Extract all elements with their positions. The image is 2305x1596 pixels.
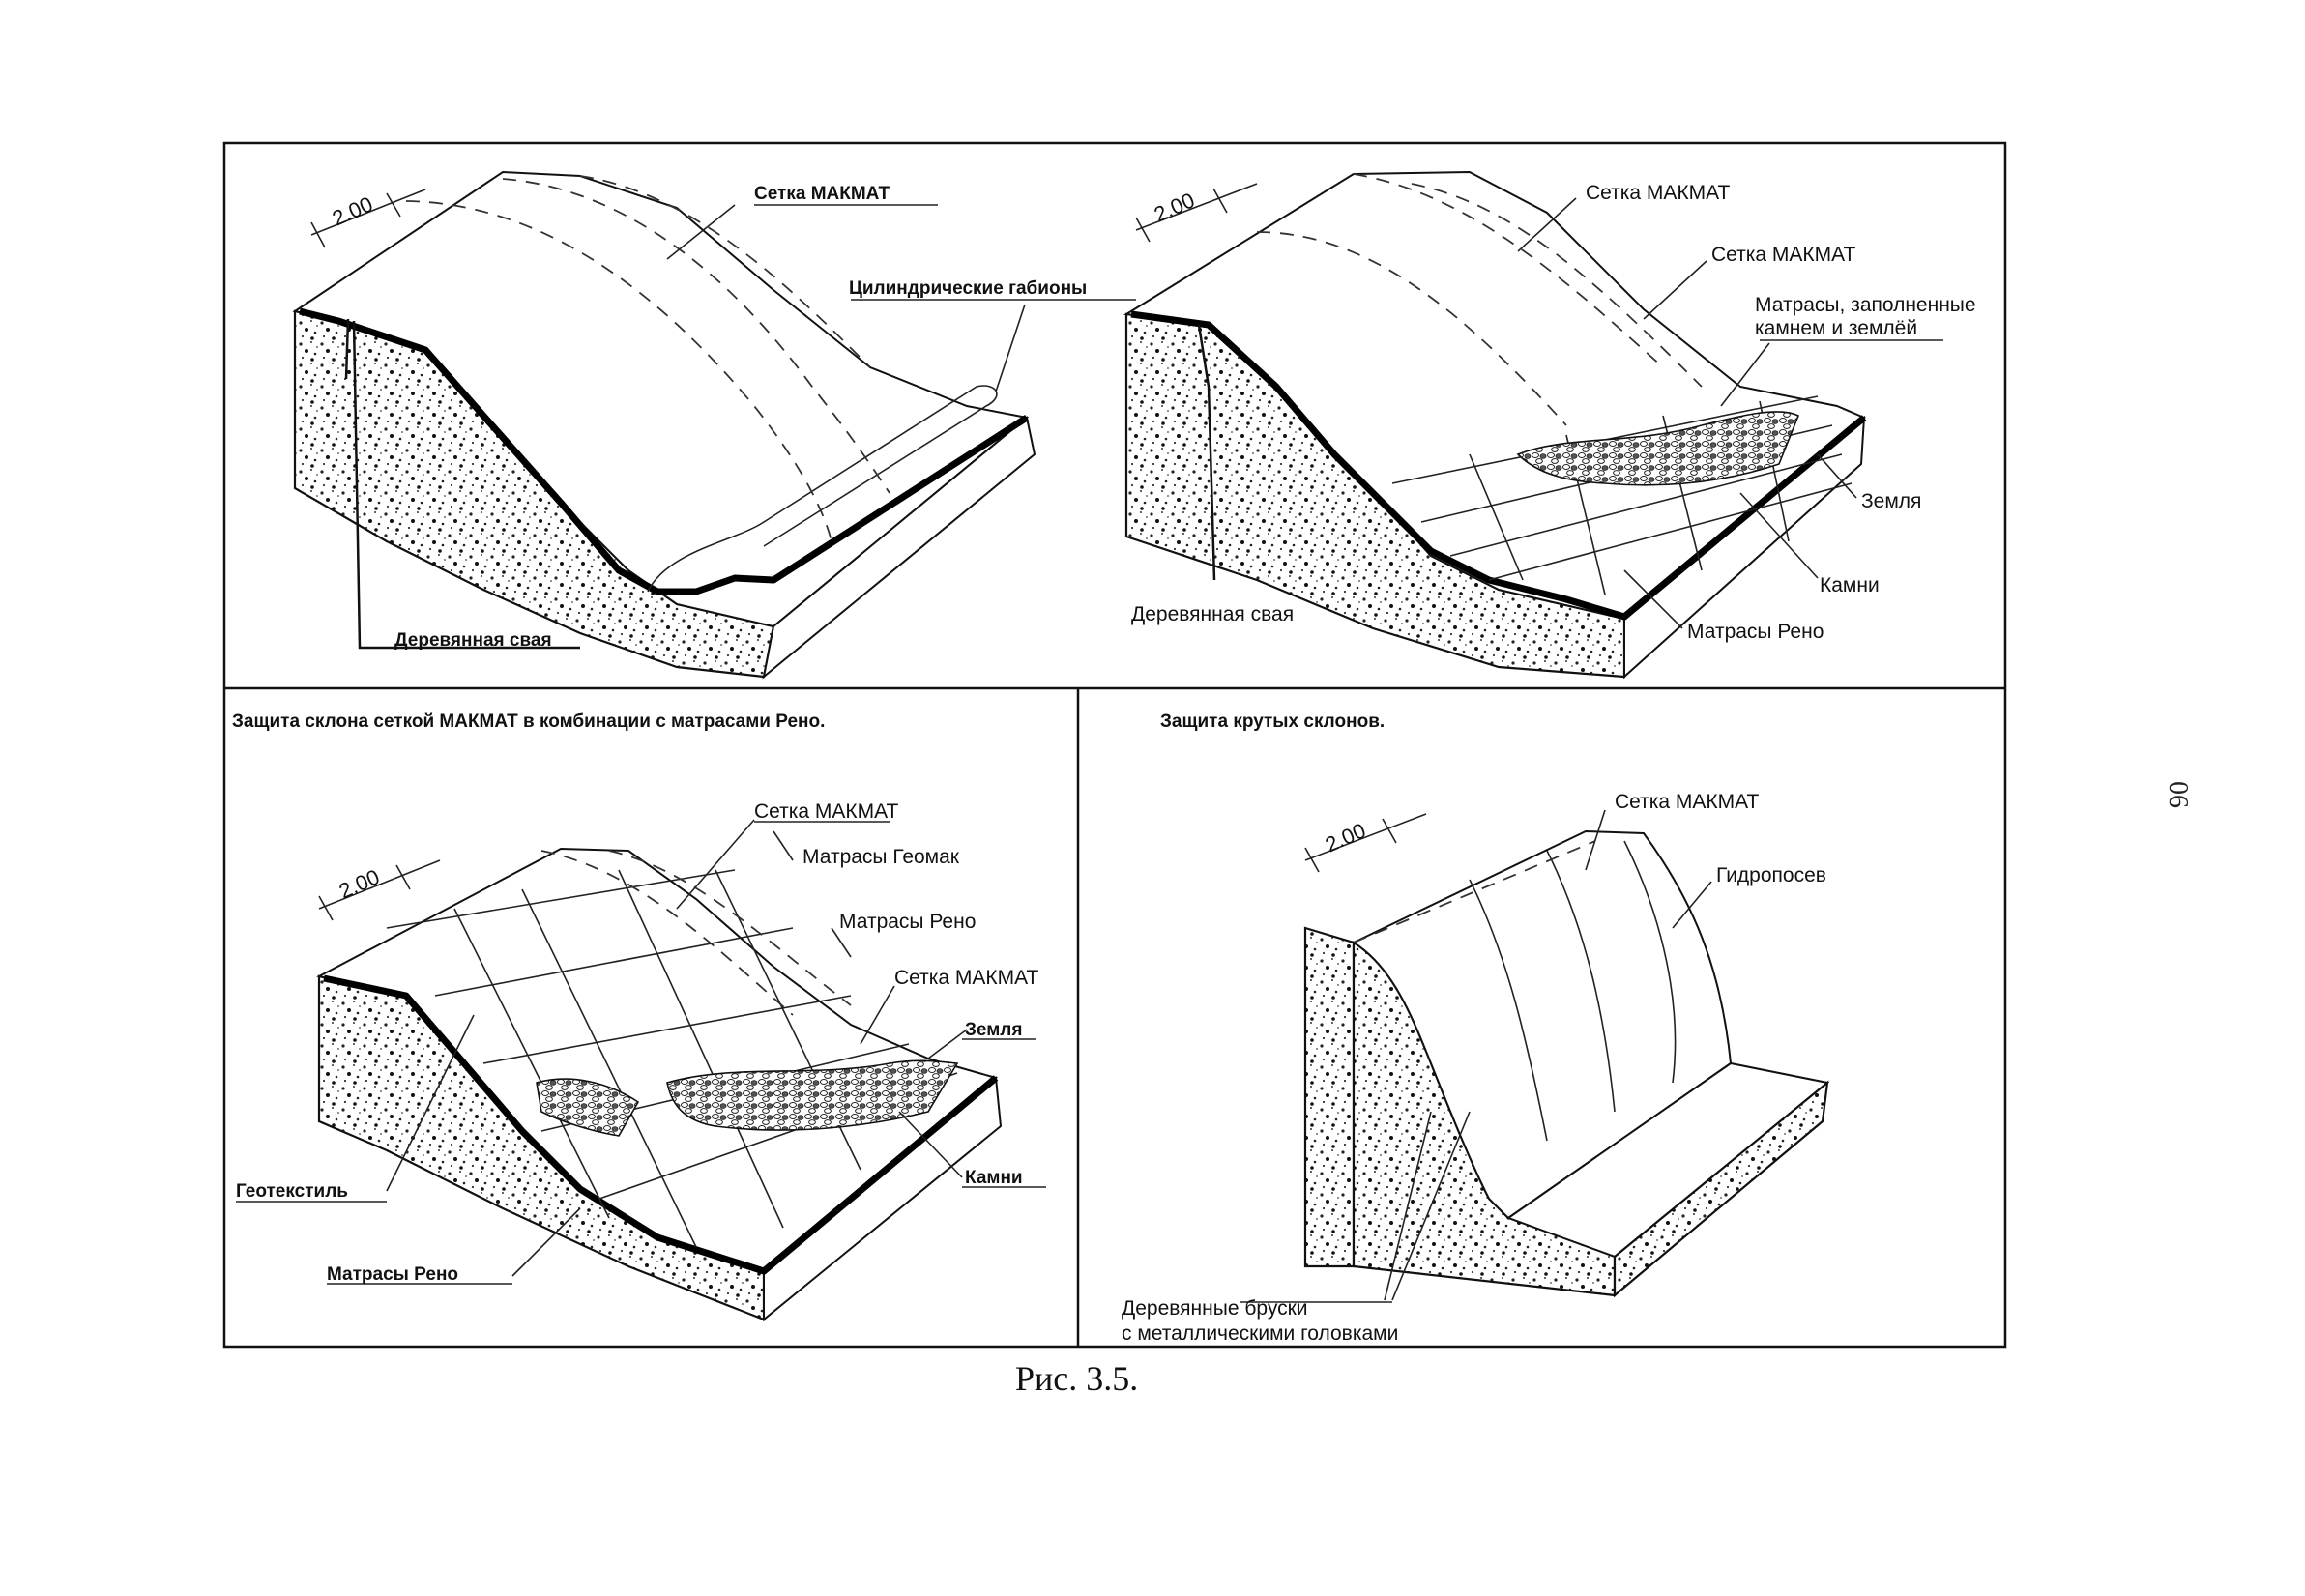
label-hydroseed: Гидропосев — [1716, 864, 1826, 886]
panel-top-left — [295, 172, 1136, 677]
label-bars-line2: с металлическими головками — [1122, 1322, 1399, 1345]
panel-title: Защита склона сеткой МАКМАТ в комбинации с матрасами Рено. — [232, 711, 826, 732]
label-geotextile: Геотекстиль — [236, 1181, 348, 1202]
leader-gabions — [996, 305, 1025, 392]
label-reno: Матрасы Рено — [1687, 621, 1824, 643]
dimension-label: 2.00 — [1150, 188, 1199, 227]
label-reno2: Матрасы Рено — [327, 1264, 459, 1285]
label-earth: Земля — [965, 1020, 1023, 1040]
soil-block — [1305, 928, 1354, 1266]
panel-bottom-right — [1122, 711, 1827, 1345]
label-stones: Камни — [1820, 574, 1880, 596]
label-mesh1: Сетка МАКМАТ — [1586, 182, 1731, 204]
label-pile: Деревянная свая — [394, 630, 552, 651]
label-bars-line1: Деревянные бруски — [1122, 1297, 1308, 1320]
dimension-marker — [1136, 184, 1257, 242]
label-mesh2: Сетка МАКМАТ — [894, 967, 1039, 989]
figure-caption: Рис. 3.5. — [1015, 1359, 1139, 1398]
label-mesh1: Сетка МАКМАТ — [754, 800, 899, 823]
dimension-marker — [319, 860, 440, 920]
label-reno1: Матрасы Рено — [839, 911, 977, 933]
panel-title: Защита крутых склонов. — [1160, 711, 1386, 732]
label-mesh: Сетка МАКМАТ — [1615, 791, 1760, 813]
page-number: 06 — [2163, 781, 2193, 808]
label-geomac: Матрасы Геомак — [802, 846, 959, 868]
label-mattress-line2: камнем и землёй — [1755, 317, 1918, 339]
leader-mesh2 — [1644, 261, 1707, 319]
label-earth: Земля — [1861, 490, 1922, 512]
label-stones: Камни — [965, 1168, 1023, 1188]
dimension-label: 2.00 — [1321, 818, 1370, 857]
label-mesh: Сетка МАКМАТ — [754, 184, 890, 204]
leader-earth — [928, 1030, 967, 1059]
label-pile: Деревянная свая — [1131, 603, 1295, 625]
panel-bottom-left — [232, 711, 1046, 1320]
leader-geomac — [773, 831, 793, 860]
dimension-marker — [1305, 814, 1426, 872]
panel-top-right — [1126, 172, 1976, 677]
label-mattress-line1: Матрасы, заполненные — [1755, 294, 1976, 316]
dimension-label: 2.00 — [335, 864, 384, 904]
dimension-label: 2.00 — [328, 191, 377, 231]
leader-mesh1 — [677, 820, 754, 909]
label-gabions: Цилиндрические габионы — [849, 278, 1088, 299]
label-mesh2: Сетка МАКМАТ — [1711, 244, 1856, 266]
